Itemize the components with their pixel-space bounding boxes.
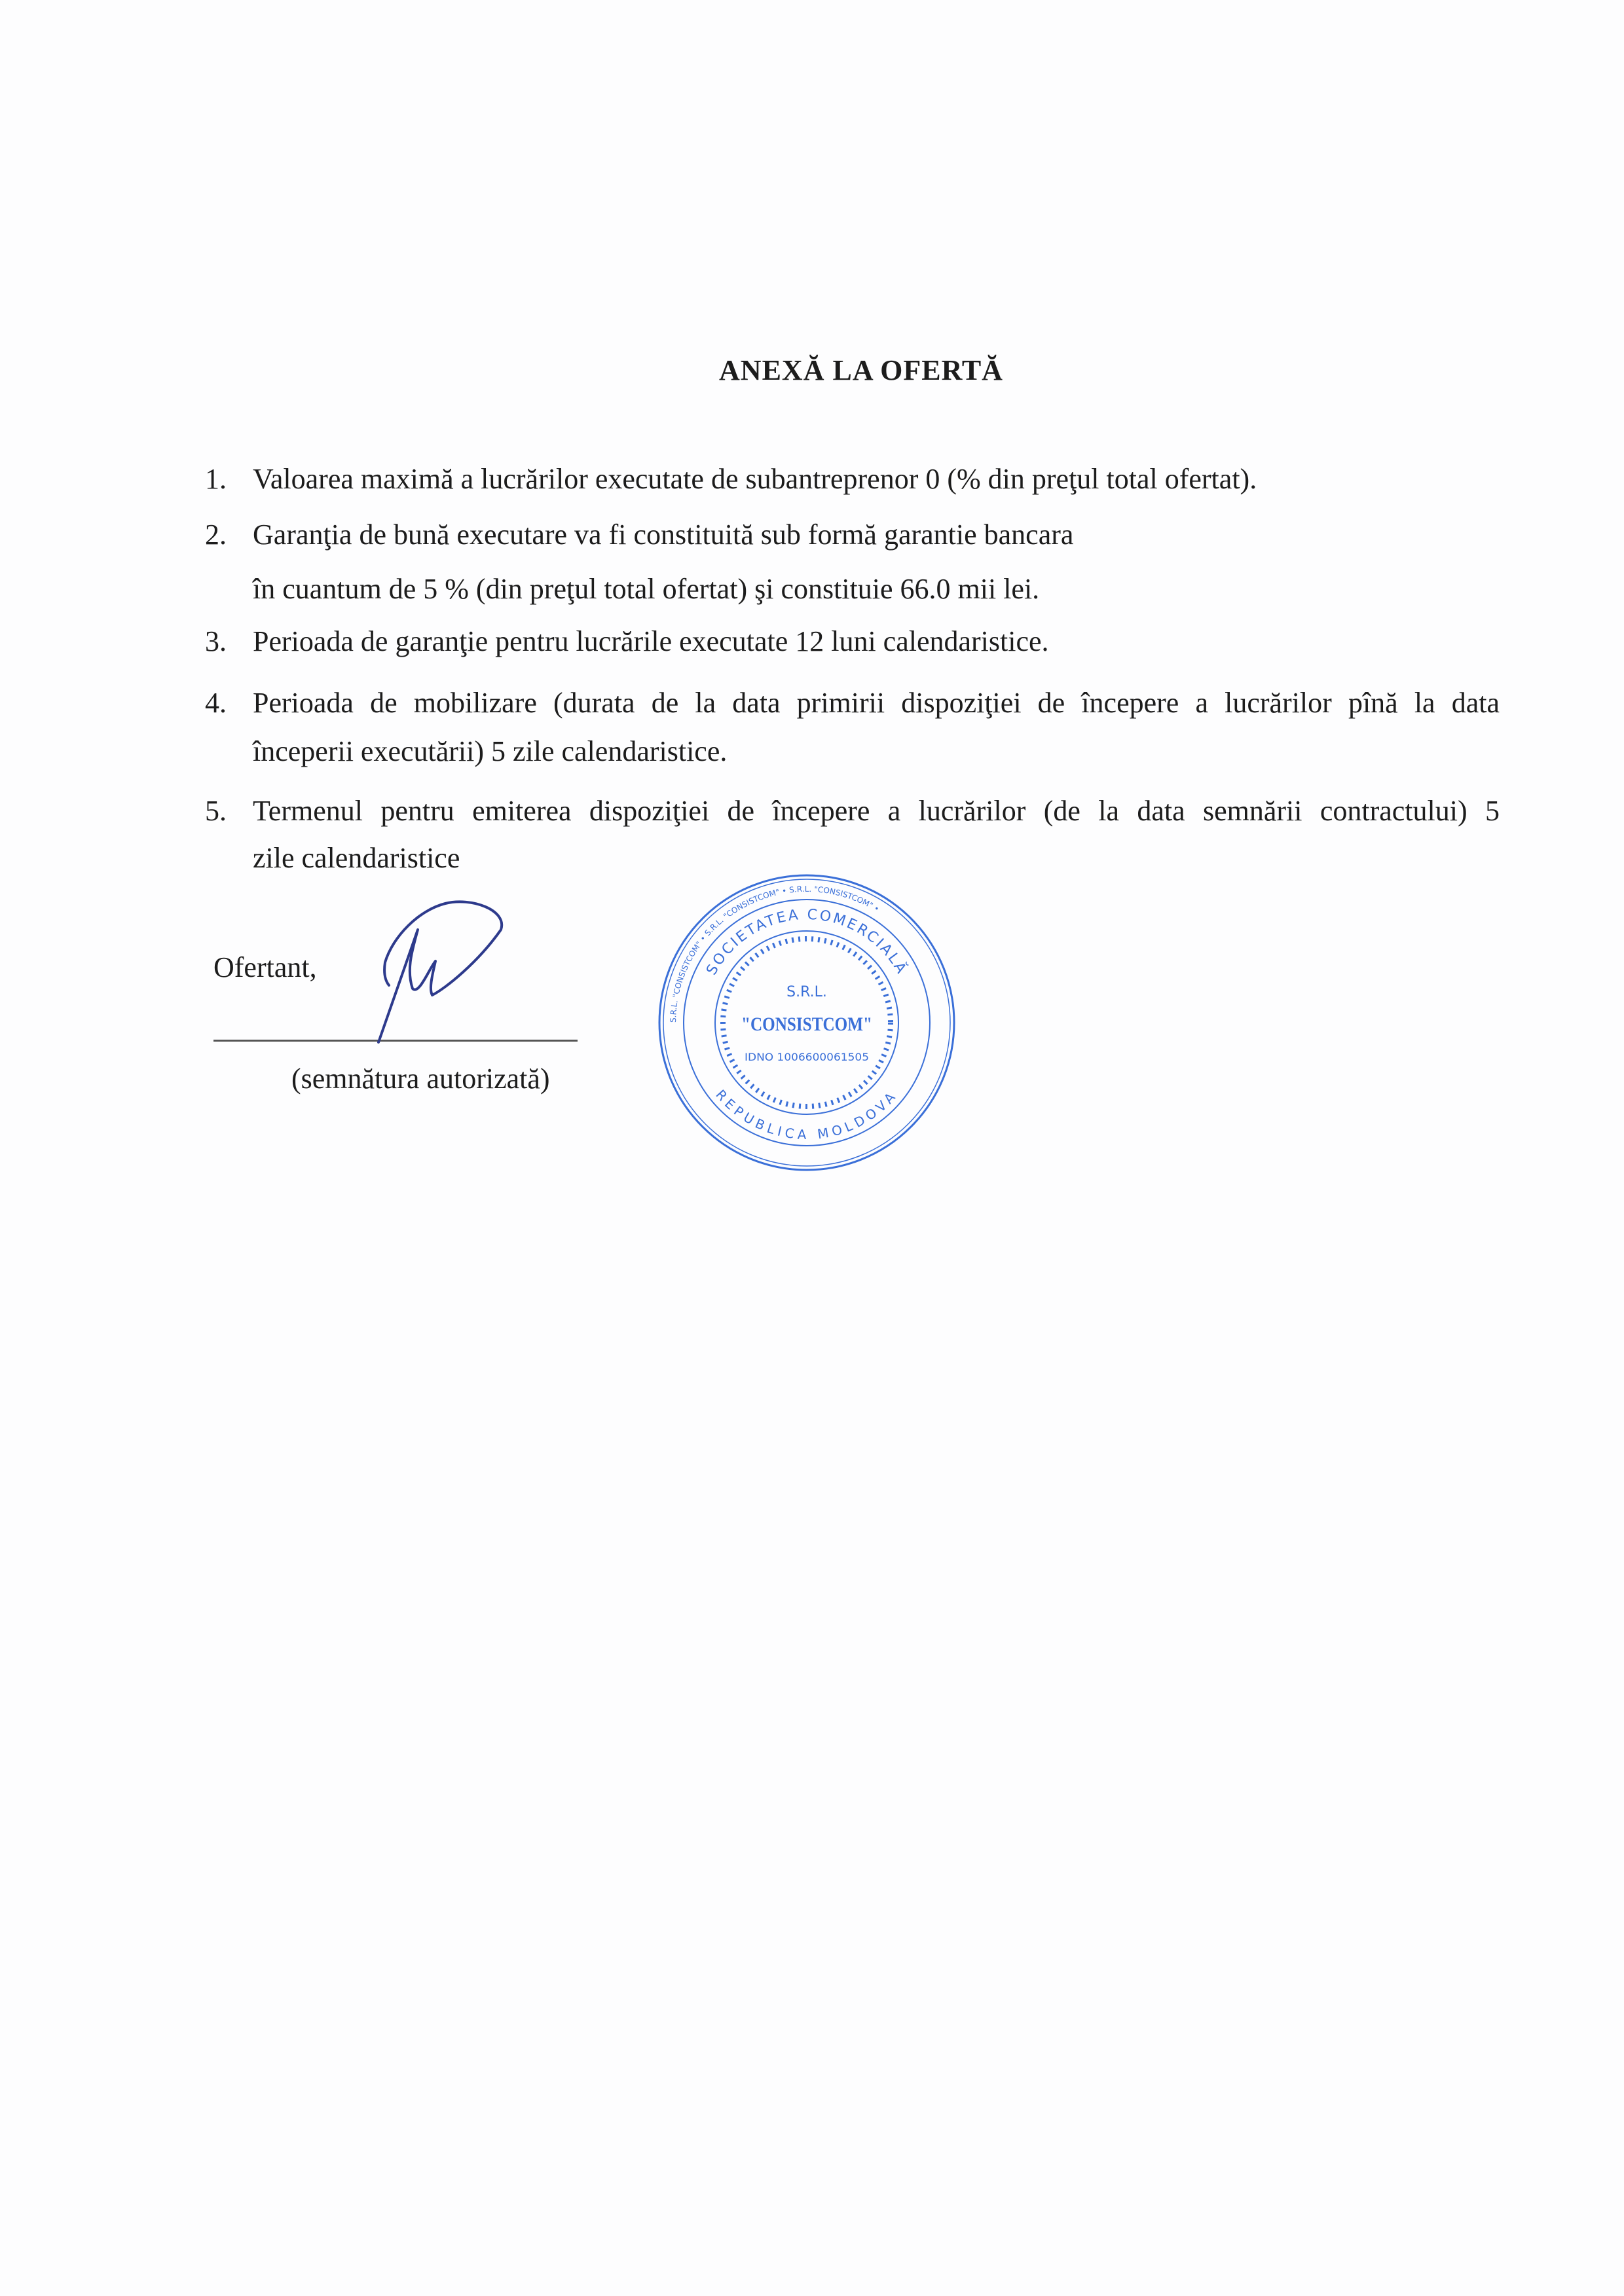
stamp-lower-text: REPUBLICA MOLDOVA <box>712 1086 901 1143</box>
stamp-form: S.R.L. <box>786 984 827 1000</box>
item-number: 3. <box>205 625 227 657</box>
document-title: ANEXĂ LA OFERTĂ <box>719 354 1003 386</box>
item-text: zile calendaristice <box>253 842 460 874</box>
handwritten-signature <box>367 890 511 1048</box>
item-text: în cuantum de 5 % (din preţul total ofertat) şi constituie 66.0 mii lei. <box>253 573 1040 605</box>
stamp-idno-text: IDNO 1006600061505 <box>745 1051 869 1063</box>
item-number: 5. <box>205 795 227 827</box>
item-text: Perioada de garanţie pentru lucrările executate 12 luni calendaristice. <box>253 625 1049 657</box>
item-number: 4. <box>205 687 227 719</box>
item-number: 2. <box>205 519 227 551</box>
signatory-label: Ofertant, <box>213 951 317 983</box>
stamp-upper-text: SOCIETATEA COMERCIALĂ <box>703 906 910 978</box>
item-text: Termenul pentru emiterea dispoziţiei de începere a lucrărilor (de la data semnării contractului) 5 <box>253 795 1500 827</box>
item-text: Valoarea maximă a lucrărilor executate de subantreprenor 0 (% din preţul total ofertat). <box>253 463 1257 495</box>
item-number: 1. <box>205 463 227 495</box>
item-text: Perioada de mobilizare (durata de la data primirii dispoziţiei de începere a lucrărilor pînă la data <box>253 687 1500 719</box>
item-text: începerii executării) 5 zile calendaristice. <box>253 735 728 767</box>
company-stamp <box>655 871 959 1175</box>
stamp-company-name: "CONSISTCOM" <box>741 1013 872 1035</box>
item-text: Garanţia de bună executare va fi constituită sub formă garantie bancara <box>253 519 1074 551</box>
stamp-outer-text: S.R.L. "CONSISTCOM" • S.R.L. "CONSISTCOM" • S.R.L. "CONSISTCOM" • <box>668 884 881 1023</box>
signature-caption: (semnătura autorizată) <box>291 1063 550 1095</box>
